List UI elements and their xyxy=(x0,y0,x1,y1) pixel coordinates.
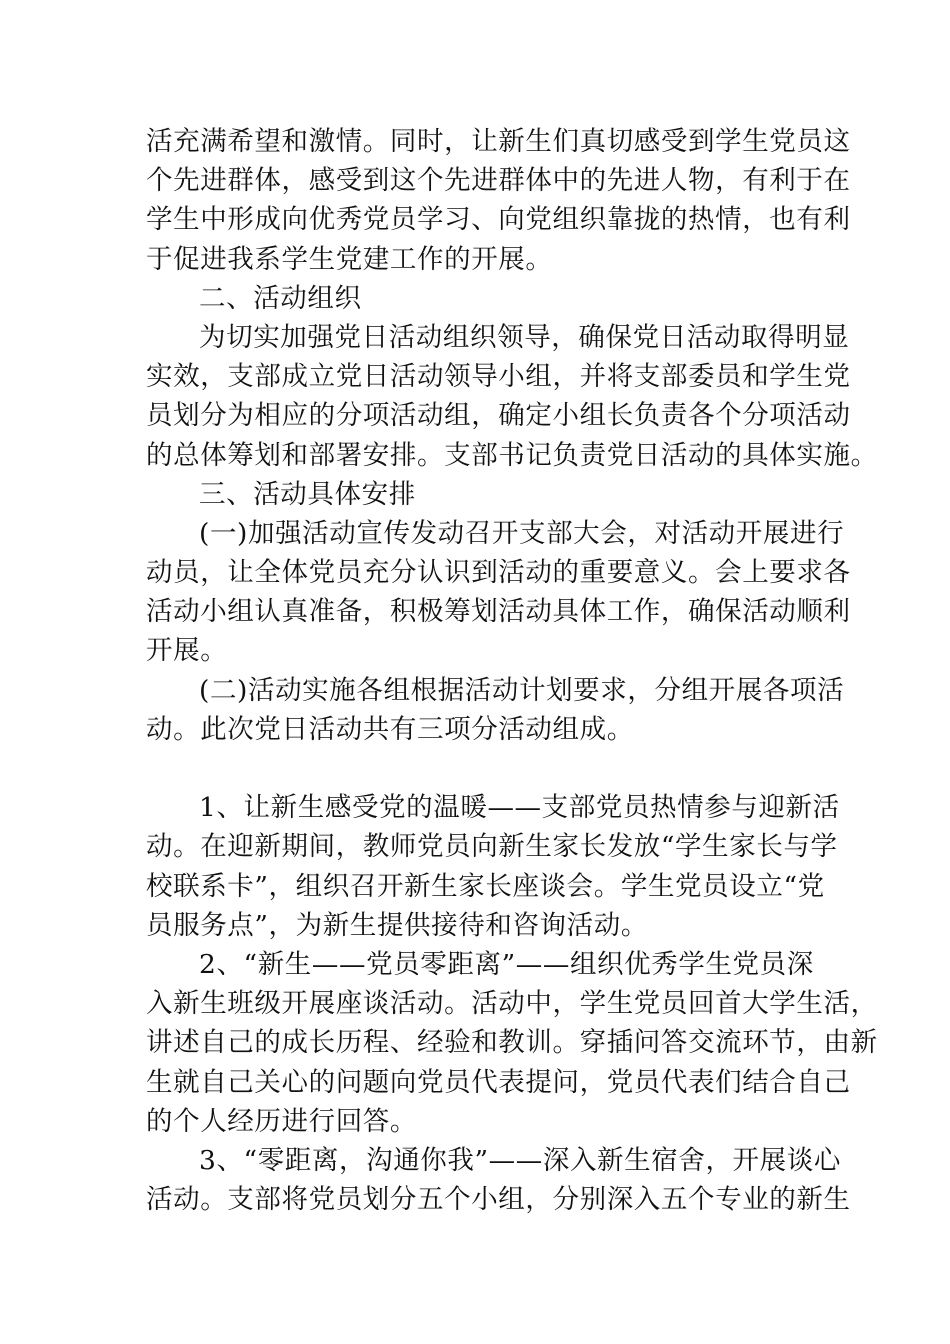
paragraph-line: 活充满希望和激情。同时，让新生们真切感受到学生党员这 xyxy=(146,126,851,157)
paragraph-line: 个先进群体，感受到这个先进群体中的先进人物，有利于在 xyxy=(146,165,851,197)
section-heading: 二、活动组织 xyxy=(199,282,362,314)
paragraph-line: 3、“零距离，沟通你我”——深入新生宿舍，开展谈心 xyxy=(199,1144,841,1176)
paragraph-line: 讲述自己的成长历程、经验和教训。穿插问答交流环节，由新 xyxy=(146,1027,878,1059)
section-heading: 三、活动具体安排 xyxy=(199,478,416,510)
paragraph-line: 活动小组认真准备，积极筹划活动具体工作，确保活动顺利 xyxy=(146,596,851,628)
paragraph-line: 的个人经历进行回答。 xyxy=(146,1105,417,1137)
paragraph-line: 员服务点”，为新生提供接待和咨询活动。 xyxy=(146,909,648,941)
paragraph-line: 开展。 xyxy=(146,635,228,667)
paragraph-line: 入新生班级开展座谈活动。活动中，学生党员回首大学生活， xyxy=(146,988,878,1020)
blank-line xyxy=(146,749,822,788)
paragraph-line: 员划分为相应的分项活动组，确定小组长负责各个分项活动 xyxy=(146,400,851,432)
paragraph-line: (一)加强活动宣传发动召开支部大会，对活动开展进行 xyxy=(199,517,845,549)
paragraph-line: 于促进我系学生党建工作的开展。 xyxy=(146,243,553,275)
paragraph-line: 2、“新生——党员零距离”——组织优秀学生党员深 xyxy=(199,948,814,980)
body-text xyxy=(146,122,878,1219)
paragraph-line: 动员，让全体党员充分认识到活动的重要意义。会上要求各 xyxy=(146,557,851,589)
paragraph-line: 动。此次党日活动共有三项分活动组成。 xyxy=(146,713,634,745)
paragraph-line: 学生中形成向优秀党员学习、向党组织靠拢的热情，也有利 xyxy=(146,204,851,236)
paragraph-line: 为切实加强党日活动组织领导，确保党日活动取得明显 xyxy=(199,321,850,353)
paragraph-line: 实效，支部成立党日活动领导小组，并将支部委员和学生党 xyxy=(146,361,851,393)
paragraph-line: 校联系卡”，组织召开新生家长座谈会。学生党员设立“党 xyxy=(146,870,825,902)
paragraph-line: 1、让新生感受党的温暖——支部党员热情参与迎新活 xyxy=(199,792,840,824)
paragraph-line: 活动。支部将党员划分五个小组，分别深入五个专业的新生 xyxy=(146,1184,851,1216)
paragraph-line: 的总体筹划和部署安排。支部书记负责党日活动的具体实施。 xyxy=(146,439,878,471)
paragraph-line: 动。在迎新期间，教师党员向新生家长发放“学生家长与学 xyxy=(146,831,838,863)
paragraph-line: 生就自己关心的问题向党员代表提问，党员代表们结合自己 xyxy=(146,1066,851,1098)
paragraph-line: (二)活动实施各组根据活动计划要求，分组开展各项活 xyxy=(199,674,845,706)
